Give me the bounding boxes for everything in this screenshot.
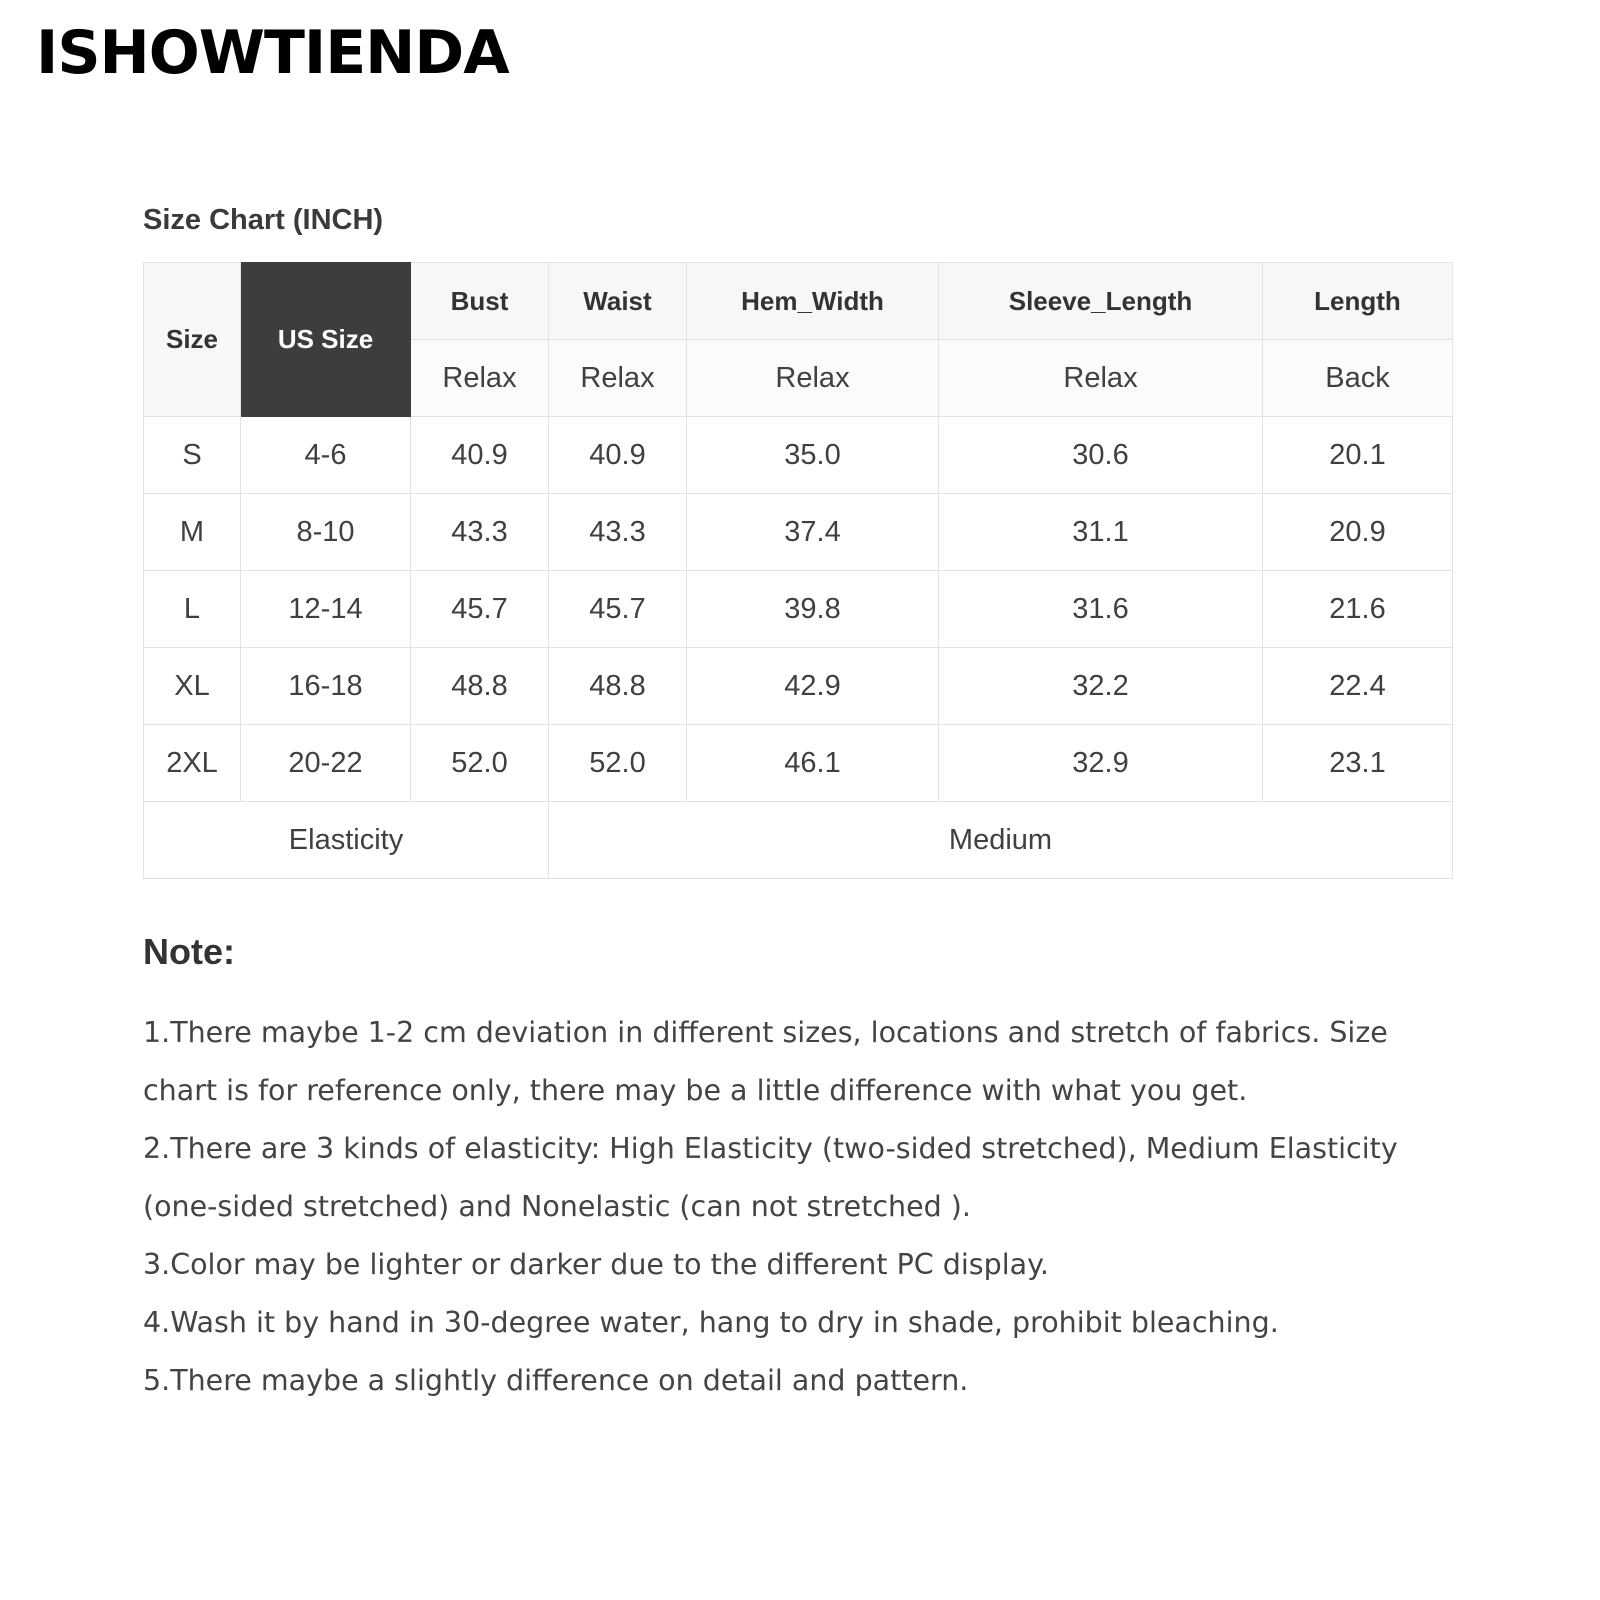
cell-us-size: 8-10 xyxy=(241,494,411,571)
header-us-size: US Size xyxy=(241,263,411,417)
header-length: Length xyxy=(1263,263,1453,340)
cell-hem-width: 35.0 xyxy=(687,417,939,494)
header-hem-width: Hem_Width xyxy=(687,263,939,340)
cell-length: 20.1 xyxy=(1263,417,1453,494)
notes-list xyxy=(143,1004,1463,1410)
cell-hem-width: 37.4 xyxy=(687,494,939,571)
cell-us-size: 16-18 xyxy=(241,648,411,725)
elasticity-value: Medium xyxy=(549,802,1453,879)
cell-length: 20.9 xyxy=(1263,494,1453,571)
cell-bust: 45.7 xyxy=(411,571,549,648)
size-chart-table xyxy=(143,262,1453,879)
header-row xyxy=(144,263,1453,340)
header-bust: Bust xyxy=(411,263,549,340)
size-chart-title: Size Chart (INCH) xyxy=(143,204,384,236)
cell-waist: 45.7 xyxy=(549,571,687,648)
cell-sleeve-length: 32.2 xyxy=(939,648,1263,725)
cell-us-size: 20-22 xyxy=(241,725,411,802)
cell-sleeve-length: 30.6 xyxy=(939,417,1263,494)
cell-bust: 48.8 xyxy=(411,648,549,725)
cell-waist: 48.8 xyxy=(549,648,687,725)
cell-sleeve-length: 31.6 xyxy=(939,571,1263,648)
subheader-sleeve-length: Relax xyxy=(939,340,1263,417)
table-row xyxy=(144,494,1453,571)
elasticity-row xyxy=(144,802,1453,879)
cell-size: 2XL xyxy=(144,725,241,802)
table-row xyxy=(144,571,1453,648)
note-item: 4.Wash it by hand in 30-degree water, hang to dry in shade, prohibit bleaching. xyxy=(143,1306,1279,1339)
cell-bust: 40.9 xyxy=(411,417,549,494)
subheader-bust: Relax xyxy=(411,340,549,417)
brand-logo: ISHOWTIENDA xyxy=(36,18,509,88)
cell-waist: 52.0 xyxy=(549,725,687,802)
cell-size: L xyxy=(144,571,241,648)
cell-size: XL xyxy=(144,648,241,725)
subheader-hem-width: Relax xyxy=(687,340,939,417)
header-size: Size xyxy=(144,263,241,417)
elasticity-label: Elasticity xyxy=(144,802,549,879)
cell-bust: 52.0 xyxy=(411,725,549,802)
header-waist: Waist xyxy=(549,263,687,340)
note-title: Note: xyxy=(143,931,235,972)
cell-size: S xyxy=(144,417,241,494)
note-item: 3.Color may be lighter or darker due to the different PC display. xyxy=(143,1248,1049,1281)
cell-length: 22.4 xyxy=(1263,648,1453,725)
table-row xyxy=(144,725,1453,802)
note-item: 1.There maybe 1-2 cm deviation in different sizes, locations and stretch of fabrics. Size chart is for reference only, there may be a little difference with what you get. xyxy=(143,1016,1388,1107)
cell-waist: 43.3 xyxy=(549,494,687,571)
cell-length: 21.6 xyxy=(1263,571,1453,648)
table-row xyxy=(144,417,1453,494)
cell-hem-width: 39.8 xyxy=(687,571,939,648)
subheader-length: Back xyxy=(1263,340,1453,417)
subheader-waist: Relax xyxy=(549,340,687,417)
cell-bust: 43.3 xyxy=(411,494,549,571)
cell-us-size: 4-6 xyxy=(241,417,411,494)
note-item: 2.There are 3 kinds of elasticity: High Elasticity (two-sided stretched), Medium Elasticity (one-sided stretched) and Nonelastic (can not stretched ). xyxy=(143,1132,1398,1223)
cell-size: M xyxy=(144,494,241,571)
header-sleeve-length: Sleeve_Length xyxy=(939,263,1263,340)
table-row xyxy=(144,648,1453,725)
cell-waist: 40.9 xyxy=(549,417,687,494)
cell-sleeve-length: 32.9 xyxy=(939,725,1263,802)
cell-hem-width: 46.1 xyxy=(687,725,939,802)
cell-length: 23.1 xyxy=(1263,725,1453,802)
note-item: 5.There maybe a slightly difference on detail and pattern. xyxy=(143,1364,969,1397)
cell-us-size: 12-14 xyxy=(241,571,411,648)
cell-hem-width: 42.9 xyxy=(687,648,939,725)
cell-sleeve-length: 31.1 xyxy=(939,494,1263,571)
